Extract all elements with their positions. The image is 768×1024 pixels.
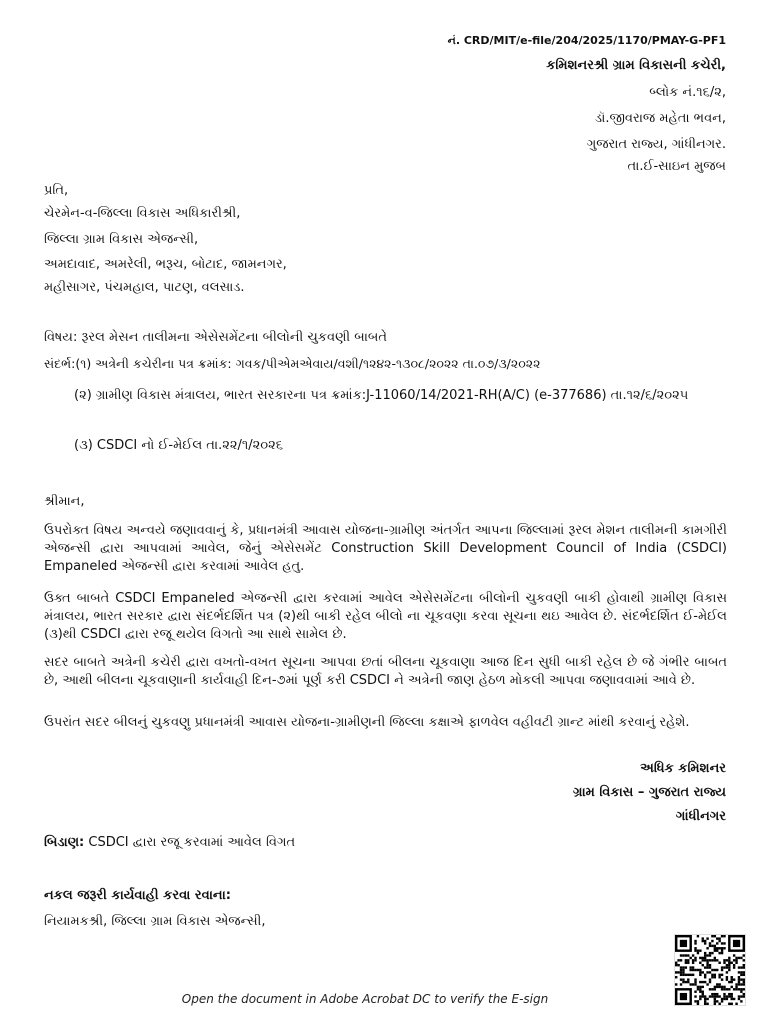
- signature-title: અધિક કમિશનર: [640, 761, 726, 776]
- copy-heading: નકલ જરૂરી કાર્યવાહી કરવા રવાના:: [44, 888, 231, 903]
- file-number: નં. CRD/MIT/e-file/204/2025/1170/PMAY-G-PF1: [447, 34, 726, 47]
- reference-3: (૩) CSDCI નો ઈ-મેઈલ તા.૨૨/૧/૨૦૨૬: [74, 438, 283, 453]
- body-paragraph-1: ઉપરોક્ત વિષય અન્વયે જણાવવાનું કે, પ્રધાનમંત્રી આવાસ યોજના-ગ્રામીણ અંતર્ગત આપના જિલ્લામાં રૂરલ મેશન તાલીમની કામગીરી એજન્સી દ્વારા આપવામાં આવેલ, જેનું એસેસમેંટ Construction Skill Development Council of India (CSDCI) Empaneled એજન્સી દ્વારા કરવામાં આવેલ હતુ.: [44, 523, 727, 574]
- recipient-line-1: ચેરમેન-વ-જિલ્લા વિકાસ અધિકારીશ્રી,: [44, 206, 241, 221]
- salutation: શ્રીમાન,: [44, 494, 85, 509]
- body-paragraph-3: સદર બાબતે અત્રેની કચેરી દ્વારા વખતો-વખત સૂચના આપવા છતાં બીલના ચૂકવાણા આજ દિન સુધી બાકી રહેલ છે જે ગંભીર બાબત છે, આથી બીલના ચૂકવાણાની કાર્યવાહી દિન-૭માં પૂર્ણ કરી CSDCI ને અત્રેની જાણ હેઠળ મોકલી આપવા જણાવવામાં આવે છે.: [44, 655, 727, 688]
- enclosure-label: બિડાણ:: [44, 835, 85, 850]
- recipient-prefix: પ્રતિ,: [44, 183, 69, 198]
- recipient-line-2: જિલ્લા ગ્રામ વિકાસ એજન્સી,: [44, 232, 199, 247]
- recipient-line-4: મહીસાગર, પંચમહાલ, પાટણ, વલસાડ.: [44, 280, 245, 295]
- enclosure-text: CSDCI દ્વારા રજૂ કરવામાં આવેલ વિગત: [84, 835, 296, 850]
- letter-date: તા.ઈ-સાઇન મુજબ: [627, 159, 726, 174]
- body-paragraph-2: ઉક્ત બાબતે CSDCI Empaneled એજન્સી દ્વારા કરવામાં આવેલ એસેસમેંટના બીલોની ચુકવણી બાકી હોવાથી ગ્રામીણ વિકાસ મંત્રાલય, ભારત સરકાર દ્વારા સંદર્ભદર્શિત પત્ર (૨)થી બાકી રહેલ બીલો ના ચૂકવણા કરવા સૂચના થઇ આવેલ છે. સંદર્ભદર્શિત ઈ-મેઈલ (૩)થી CSDCI દ્વારા રજૂ થયેલ વિગતો આ સાથે સામેલ છે.: [44, 591, 727, 642]
- signature-place: ગાંધીનગર: [675, 809, 726, 824]
- esign-verify-note: Open the document in Adobe Acrobat DC to verify the E-sign: [181, 992, 549, 1006]
- address-line-3: ગુજરાત રાજ્ય, ગાંધીનગર.: [586, 137, 726, 152]
- office-name: કમિશનરશ્રી ગ્રામ વિકાસની કચેરી,: [546, 58, 726, 73]
- address-line-2: ડૉ.જીવરાજ મહેતા ભવન,: [594, 111, 726, 126]
- enclosure: [44, 835, 295, 850]
- reference-2: (૨) ગ્રામીણ વિકાસ મંત્રાલય, ભારત સરકારના પત્ર ક્રમાંક:J-11060/14/2021-RH(A/C) (e-377686) તા.૧૨/૬/૨૦૨૫: [74, 388, 689, 403]
- body-paragraph-4: ઉપરાંત સદર બીલનું ચુકવણુ પ્રધાનમંત્રી આવાસ યોજના-ગ્રામીણની જિલ્લા કક્ષાએ ફાળવેલ વહીવટી ગ્રાન્ટ માંથી કરવાનું રહેશે.: [44, 715, 690, 730]
- address-line-1: બ્લોક નં.૧૬/૨,: [649, 85, 726, 100]
- subject-line: વિષય: રૂરલ મેસન તાલીમના એસેસમેંટના બીલોની ચુકવણી બાબતે: [44, 330, 387, 345]
- reference-1: સંદર્ભ:(૧) અત્રેની કચેરીના પત્ર ક્રમાંક: ગવક/પીએમએવાય/વશી/૧૨૪૨-૧૩૦૮/૨૦૨૨ તા.૦૭/૩/૨૦૨૨: [44, 356, 541, 371]
- recipient-line-3: અમદાવાદ, અમરેલી, ભરૂચ, બોટાદ, જામનગર,: [44, 257, 287, 272]
- signature-department: ગ્રામ વિકાસ – ગુજરાત રાજ્ય: [572, 785, 726, 800]
- copy-line: નિયામકશ્રી, જિલ્લા ગ્રામ વિકાસ એજન્સી,: [44, 914, 266, 929]
